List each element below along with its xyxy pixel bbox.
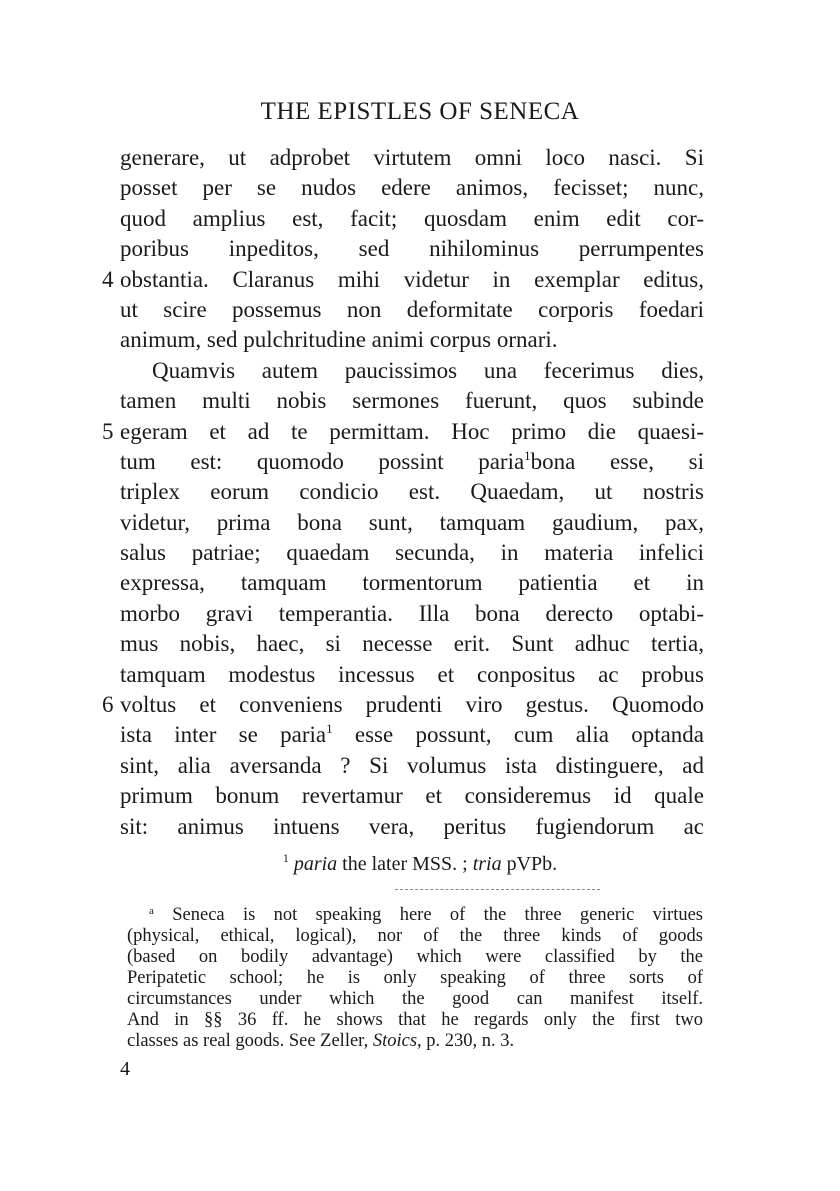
apparatus-text: the later MSS. ; [337, 853, 473, 875]
text-line: sint, alia aversanda ? Si volumus ista distinguere, ad [120, 752, 704, 778]
footnote-text: classes as real goods. See Zeller, [127, 1031, 373, 1051]
text-line-content: obstantia. Claranus mihi videtur in exemplar editus, [120, 266, 704, 292]
text-line-section-5 [102, 417, 704, 447]
text-line: tamen multi nobis sermones fuerunt, quos subinde [120, 388, 704, 414]
footnote-mark: a [149, 905, 154, 917]
text-line: poribus inpeditos, sed nihilominus perrumpentes [120, 236, 704, 262]
running-head: THE EPISTLES OF SENECA [260, 98, 580, 125]
text-line-content: voltus et conveniens prudenti viro gestus. Quomodo [120, 692, 704, 718]
text-line: tamquam modestus incessus et conpositus ac probus [120, 661, 704, 687]
text-line-content: egeram et ad te permittam. Hoc primo die quaesi- [120, 418, 704, 444]
footnote-line: (based on bodily advantage) which were classified by the [127, 947, 703, 967]
text-line: expressa, tamquam tormentorum patientia et in [120, 570, 704, 596]
text-line: posset per se nudos edere animos, fecisset; nunc, [120, 175, 704, 201]
footnote-text: , p. 230, n. 3. [417, 1031, 515, 1051]
body-text [102, 143, 705, 842]
note-reference: 1 [326, 721, 333, 737]
text-line-content: esse possunt, cum alia optanda [354, 722, 705, 748]
text-line-content: ista inter se paria [120, 722, 327, 748]
text-line: quod amplius est, facit; quosdam enim edit cor- [120, 205, 704, 231]
text-line: ut scire possemus non deformitate corporis foedari [120, 296, 704, 322]
text-line: mus nobis, haec, si necesse erit. Sunt adhuc tertia, [120, 631, 704, 657]
text-line [120, 720, 704, 750]
footnote-line: Peripatetic school; he is only speaking of three sorts of [127, 968, 703, 988]
section-number: 5 [102, 418, 114, 444]
text-line: animum, sed pulchritudine animi corpus ornari. [120, 327, 558, 353]
text-line [120, 447, 704, 477]
footnote-line: (physical, ethical, logical), nor of the three kinds of goods [127, 926, 703, 946]
footnote-line [127, 905, 703, 926]
footnote-line: circumstances under which the good can manifest itself. [127, 989, 703, 1009]
section-number: 6 [102, 692, 114, 718]
apparatus-mark: 1 [282, 851, 289, 865]
text-line-content: bona esse, si [530, 448, 704, 474]
note-reference: 1 [524, 447, 531, 463]
text-line-section-4 [102, 265, 704, 295]
text-line-section-6 [102, 690, 704, 720]
footnote-book-title: Stoics [372, 1031, 418, 1051]
apparatus-criticus [0, 853, 840, 876]
apparatus-text: pVPb. [501, 853, 558, 875]
text-line: videtur, prima bona sunt, tamquam gaudium, pax, [120, 509, 704, 535]
footnote-divider [395, 889, 600, 890]
footnote [127, 905, 703, 1052]
text-line: Quamvis autem paucissimos una fecerimus dies, [152, 357, 704, 383]
text-line: salus patriae; quaedam secunda, in materia infelici [120, 540, 704, 566]
text-line: generare, ut adprobet virtutem omni loco nasci. Si [120, 145, 704, 170]
footnote-text: Seneca is not speaking here of the three generic virtues [153, 905, 703, 925]
text-line: primum bonum revertamur et consideremus id quale [120, 783, 704, 809]
text-line-content: tum est: quomodo possint paria [120, 448, 525, 474]
text-line: triplex eorum condicio est. Quaedam, ut nostris [120, 479, 704, 505]
apparatus-variant: tria [472, 853, 502, 875]
footnote-line [127, 1031, 703, 1052]
apparatus-variant: paria [293, 853, 338, 875]
text-line: morbo gravi temperantia. Illa bona derecto optabi- [120, 600, 704, 626]
section-number: 4 [102, 266, 114, 292]
page-number: 4 [120, 1058, 130, 1080]
text-line: sit: animus intuens vera, peritus fugiendorum ac [120, 813, 704, 839]
footnote-line: And in §§ 36 ff. he shows that he regards only the first two [127, 1010, 703, 1030]
